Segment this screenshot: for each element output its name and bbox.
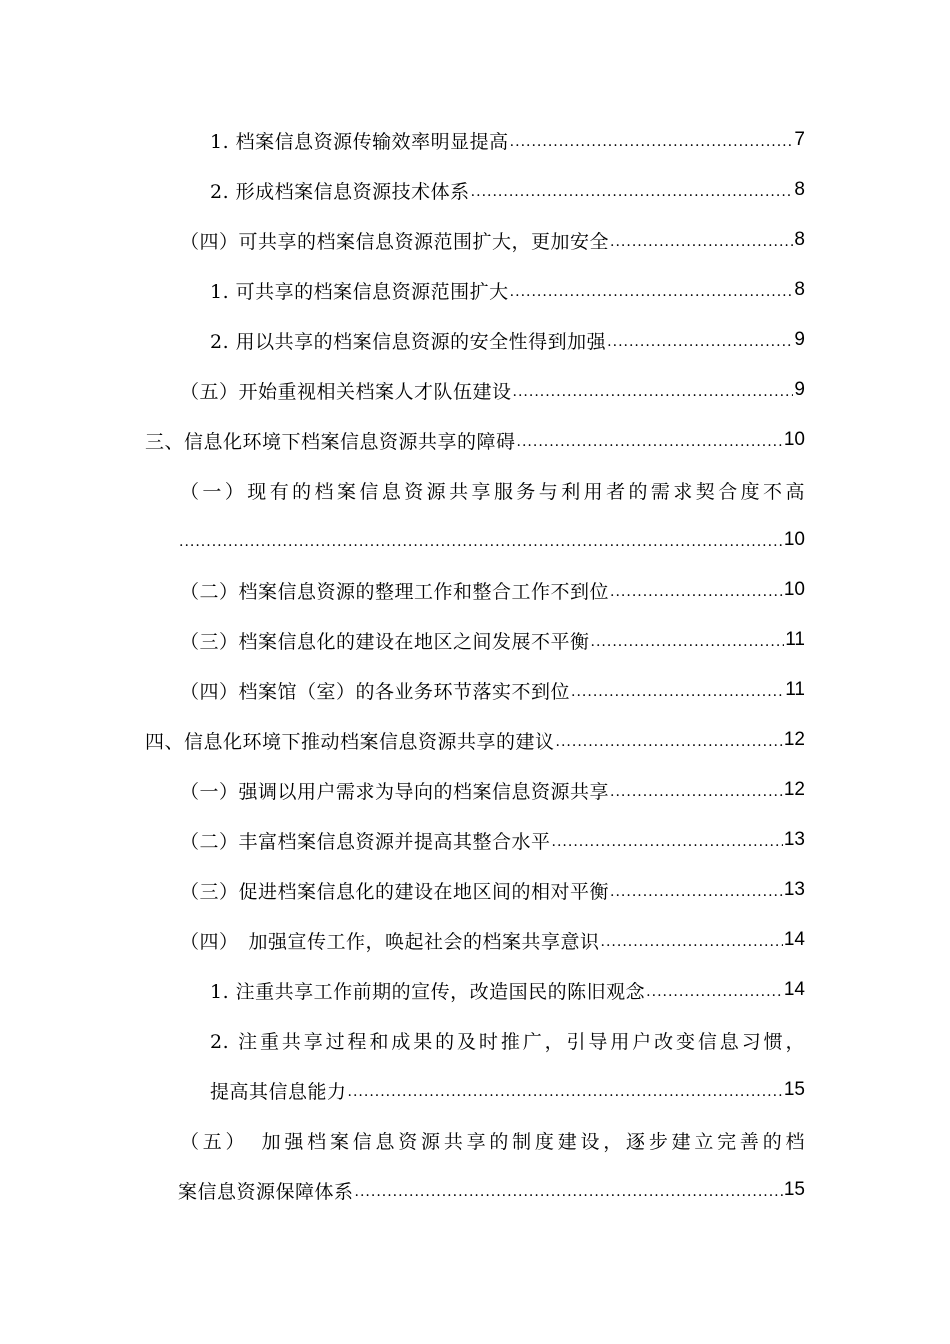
toc-page-number: 14 <box>783 979 805 1000</box>
toc-entry-text: （五）开始重视相关档案人才队伍建设 <box>180 380 512 403</box>
toc-leader-dots <box>601 934 783 950</box>
toc-entry-text: 1. 档案信息资源传输效率明显提高 <box>210 130 509 153</box>
toc-entry-text: （三）档案信息化的建设在地区之间发展不平衡 <box>180 630 590 653</box>
toc-leader-dots <box>610 584 783 600</box>
toc-leader-dots <box>510 134 794 150</box>
toc-entry[interactable] <box>0 965 950 1015</box>
toc-entry[interactable] <box>0 315 950 365</box>
toc-entry[interactable] <box>0 365 950 415</box>
toc-entry[interactable] <box>0 115 950 165</box>
toc-entry-text: 案信息资源保障体系 <box>178 1180 354 1203</box>
toc-entry[interactable] <box>0 765 950 815</box>
toc-leader-dots <box>610 234 793 250</box>
toc-entry-wrapped-first-line[interactable] <box>0 1015 950 1065</box>
toc-entry-text: （四）可共享的档案信息资源范围扩大，更加安全 <box>180 230 610 253</box>
toc-entry-text: 2. 形成档案信息资源技术体系 <box>210 180 470 203</box>
toc-entry-text: 提高其信息能力 <box>210 1080 347 1103</box>
toc-page-number: 15 <box>783 1179 805 1200</box>
toc-entry-text: 三、信息化环境下档案信息资源共享的障碍 <box>145 430 516 453</box>
toc-page-number: 10 <box>783 429 805 450</box>
toc-entry[interactable] <box>0 165 950 215</box>
toc-entry-wrapped-continuation[interactable] <box>0 515 950 565</box>
toc-leader-dots <box>556 734 783 750</box>
toc-entry-text: （一）现有的档案信息资源共享服务与利用者的需求契合度不高 <box>180 480 805 503</box>
toc-entry-text: 四、信息化环境下推动档案信息资源共享的建议 <box>145 730 555 753</box>
toc-page-number: 12 <box>783 779 805 800</box>
toc-entry[interactable] <box>0 865 950 915</box>
toc-page-number: 11 <box>785 629 805 650</box>
toc-entry-text: （一）强调以用户需求为导向的档案信息资源共享 <box>180 780 610 803</box>
toc-leader-dots <box>355 1184 783 1200</box>
table-of-contents <box>0 115 950 1215</box>
toc-leader-dots <box>610 884 783 900</box>
toc-page-number: 7 <box>794 129 805 150</box>
toc-entry[interactable] <box>0 715 950 765</box>
toc-entry[interactable] <box>0 615 950 665</box>
toc-page-number: 9 <box>794 329 805 350</box>
toc-page-number: 10 <box>783 579 805 600</box>
toc-leader-dots <box>552 834 783 850</box>
toc-entry-text: （二）丰富档案信息资源并提高其整合水平 <box>180 830 551 853</box>
toc-entry[interactable] <box>0 665 950 715</box>
toc-leader-dots <box>610 784 783 800</box>
toc-leader-dots <box>471 184 794 200</box>
toc-entry[interactable] <box>0 815 950 865</box>
toc-leader-dots <box>517 434 783 450</box>
toc-entry-text: （四） 加强宣传工作，唤起社会的档案共享意识 <box>180 930 600 953</box>
toc-page-number: 13 <box>783 879 805 900</box>
toc-entry[interactable] <box>0 915 950 965</box>
toc-page-number: 8 <box>794 279 805 300</box>
toc-leader-dots <box>513 384 794 400</box>
toc-leader-dots <box>607 334 793 350</box>
toc-leader-dots <box>348 1084 783 1100</box>
toc-entry-wrapped-first-line[interactable] <box>0 1115 950 1165</box>
toc-entry-text: 2. 注重共享过程和成果的及时推广，引导用户改变信息习惯， <box>210 1030 805 1053</box>
toc-entry-wrapped-continuation[interactable] <box>0 1065 950 1115</box>
toc-page-number: 10 <box>783 529 805 550</box>
toc-entry-text: 1. 可共享的档案信息资源范围扩大 <box>210 280 509 303</box>
toc-page-number: 14 <box>783 929 805 950</box>
toc-entry-text: （二）档案信息资源的整理工作和整合工作不到位 <box>180 580 610 603</box>
toc-page-number: 11 <box>785 679 805 700</box>
toc-entry-text: 1. 注重共享工作前期的宣传，改造国民的陈旧观念 <box>210 980 646 1003</box>
toc-leader-dots <box>510 284 794 300</box>
toc-entry[interactable] <box>0 265 950 315</box>
toc-page-number: 8 <box>794 179 805 200</box>
toc-entry-text: （五） 加强档案信息资源共享的制度建设，逐步建立完善的档 <box>180 1130 805 1153</box>
toc-entry[interactable] <box>0 415 950 465</box>
toc-entry-text: 2. 用以共享的档案信息资源的安全性得到加强 <box>210 330 607 353</box>
toc-page-number: 8 <box>794 229 805 250</box>
toc-page-number: 13 <box>783 829 805 850</box>
toc-page-number: 9 <box>794 379 805 400</box>
toc-entry-text: （三）促进档案信息化的建设在地区间的相对平衡 <box>180 880 610 903</box>
toc-leader-dots <box>571 684 784 700</box>
toc-entry-text: （四）档案馆（室）的各业务环节落实不到位 <box>180 680 571 703</box>
toc-entry[interactable] <box>0 565 950 615</box>
toc-leader-dots <box>591 634 785 650</box>
toc-entry-wrapped-continuation[interactable] <box>0 1165 950 1215</box>
toc-page-number: 15 <box>783 1079 805 1100</box>
toc-leader-dots <box>179 534 783 550</box>
toc-entry[interactable] <box>0 215 950 265</box>
toc-leader-dots <box>646 984 783 1000</box>
toc-page-number: 12 <box>783 729 805 750</box>
toc-entry-wrapped-first-line[interactable] <box>0 465 950 515</box>
